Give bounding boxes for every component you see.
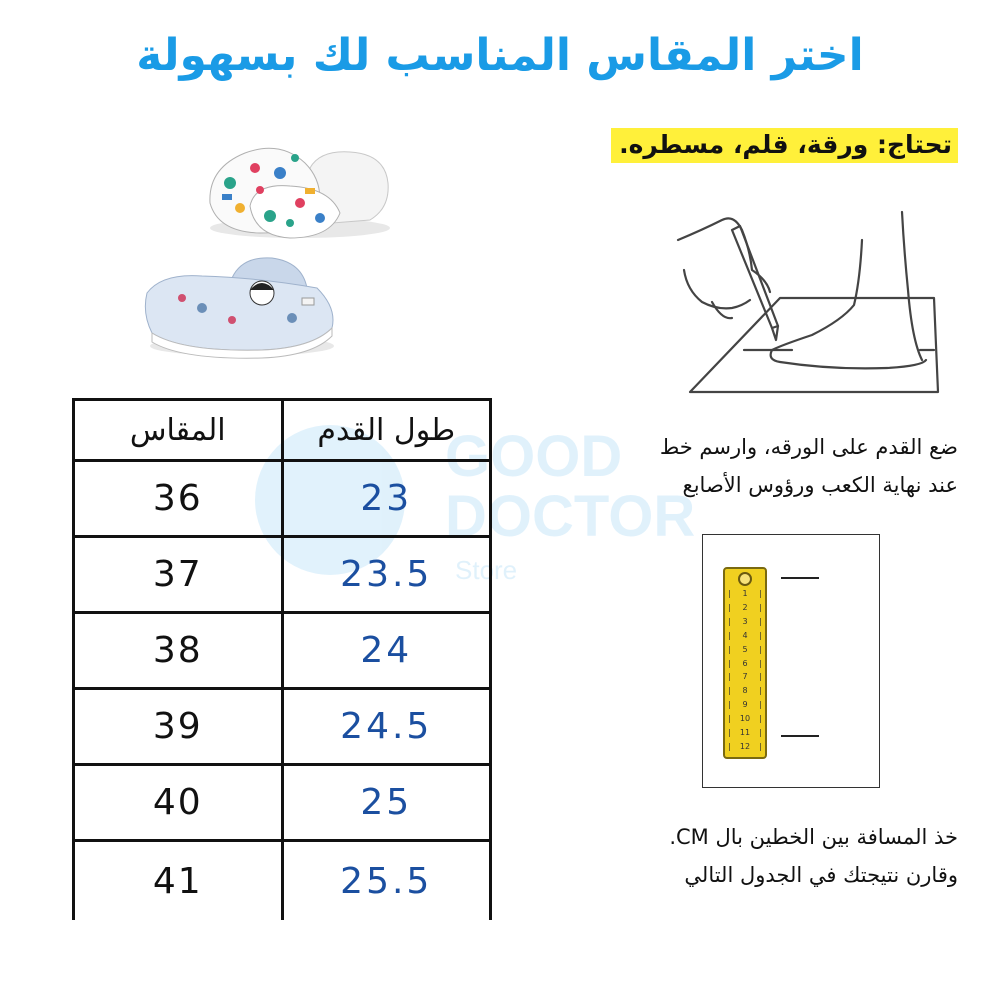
- clog-product-image-patterned: [200, 128, 400, 243]
- cell-foot-length: 24.5: [282, 689, 491, 765]
- table-row: [74, 613, 491, 689]
- table-row: [74, 765, 491, 841]
- cell-size: 36: [74, 461, 283, 537]
- ruler-tick: | 3 |: [728, 616, 762, 626]
- table-row: [74, 537, 491, 613]
- ruler-tick: | 7 |: [728, 672, 762, 682]
- toe-line-mark: [781, 735, 819, 737]
- ruler-tick: | 8 |: [728, 686, 762, 696]
- cell-size: 41: [74, 841, 283, 921]
- instruction-step-1-line-1: ضع القدم على الورقه، وارسم خط: [659, 435, 958, 459]
- watermark-text-doctor: DOCTOR: [445, 484, 696, 549]
- ruler-tick: | 5 |: [728, 644, 762, 654]
- table-row: [74, 461, 491, 537]
- ruler-tick: | 2 |: [728, 602, 762, 612]
- ruler-tick: | 1 |: [728, 589, 762, 598]
- ruler-tick: | 4 |: [728, 630, 762, 640]
- instruction-step-1-line-2: عند نهاية الكعب ورؤوس الأصابع: [682, 473, 958, 497]
- ruler: [723, 567, 767, 759]
- page-title: اختر المقاس المناسب لك بسهولة: [136, 30, 864, 81]
- ruler-measurement-box: [702, 534, 880, 788]
- ruler-hook-icon: [738, 572, 752, 586]
- ruler-tick: | 11 |: [728, 728, 762, 738]
- instruction-step-2-line-2: وقارن نتيجتك في الجدول التالي: [684, 863, 958, 887]
- ruler-tick: | 9 |: [728, 700, 762, 710]
- cell-size: 38: [74, 613, 283, 689]
- instruction-step-2-line-1: خذ المسافة بين الخطين بال CM.: [669, 825, 958, 849]
- needs-label: تحتاج: ورقة، قلم، مسطره.: [611, 128, 958, 163]
- foot-tracing-illustration: [672, 210, 947, 400]
- ruler-tick: | 10 |: [728, 714, 762, 724]
- instruction-step-1: [660, 428, 958, 504]
- cell-foot-length: 23.5: [282, 537, 491, 613]
- ruler-ticks: [728, 589, 762, 751]
- table-row: [74, 689, 491, 765]
- table-row: [74, 841, 491, 921]
- cell-foot-length: 25: [282, 765, 491, 841]
- cell-size: 37: [74, 537, 283, 613]
- heel-line-mark: [781, 577, 819, 579]
- watermark-text-store: Store: [455, 555, 518, 585]
- header-size: المقاس: [74, 400, 283, 461]
- ruler-tick: | 12 |: [728, 741, 762, 751]
- watermark-text-good: GOOD: [445, 424, 623, 489]
- cell-size: 40: [74, 765, 283, 841]
- size-table: [72, 398, 492, 920]
- cell-foot-length: 23: [282, 461, 491, 537]
- clog-product-image-blue: [142, 248, 342, 360]
- cell-foot-length: 25.5: [282, 841, 491, 921]
- table-header-row: [74, 400, 491, 461]
- ruler-tick: | 6 |: [728, 658, 762, 668]
- header-foot-length: طول القدم: [282, 400, 491, 461]
- cell-foot-length: 24: [282, 613, 491, 689]
- instruction-step-2: [669, 818, 958, 894]
- cell-size: 39: [74, 689, 283, 765]
